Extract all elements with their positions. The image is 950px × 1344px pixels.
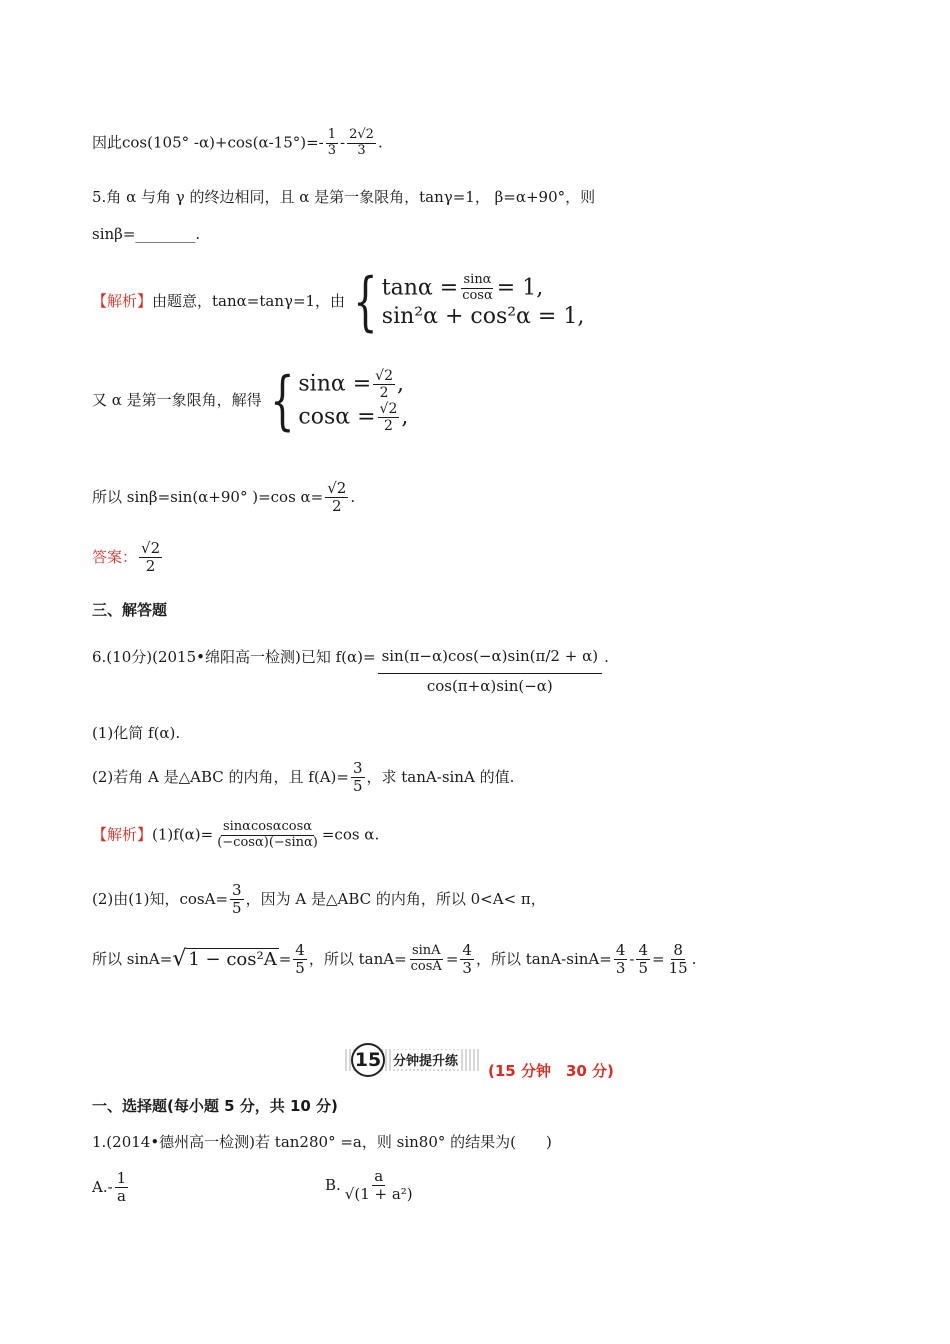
question-5-blank: sinβ=________. (92, 225, 201, 243)
fraction: $\frac{3}{5}$ (232, 881, 242, 918)
fraction: $\frac{\sin A}{\cos A}$ (410, 943, 442, 975)
brace-icon: { (269, 364, 295, 439)
option-b: B. $\frac{a}{\text{√(1 + a²)}}$ (325, 1167, 413, 1204)
fraction: $\frac{\sin(\pi-\alpha)\cos(-\alpha)\sin(\pi/2 + \alpha)}{\cos(\pi+\alpha)\sin(-\alpha)}$ (378, 648, 603, 696)
fraction: $\frac{\sin\alpha\cos\alpha\cos\alpha}{(-\cos\alpha)(-\sin\alpha)}$ (217, 819, 318, 850)
statement-line: 因此cos(105° -α)+cos(α-15°)=- $\frac{1}{3}$ - $\frac{2√2}{3}$ . (92, 127, 383, 158)
fraction: $\frac{4}{5}$ (295, 941, 305, 978)
answer-5 (92, 540, 164, 576)
solution-6-result: 所以 sinA=√ 1 − cos²A = $\frac{4}{5}$ ，所以 tanA= $\frac{\sin A}{\cos A}$ = $\frac{4}{3}$ ，所以 tanA-sinA= $\frac{4}{3}$ - $\frac{4}{5}$ = $\frac{8}{15}$ . (92, 941, 697, 978)
question-6: 6.(10分)(2015•绵阳高一检测)已知 f(α)= $\frac{\sin(\pi-\alpha)\cos(-\alpha)\sin(\pi/2 + \alpha)}{\cos(\pi+\alpha)\sin(-\alpha)}$ . (92, 647, 609, 696)
badge-time: (15 分钟 30 分) (488, 1062, 614, 1080)
question-6-part-2: (2)若角 A 是△ABC 的内角，且 f(A)= $\frac{3}{5}$ ，求 tanA-sinA 的值. (92, 759, 515, 796)
section-heading: 三、解答题 (92, 601, 168, 619)
fraction: $\frac{8}{15}$ (668, 941, 688, 978)
solution-tag: 【解析】 (92, 825, 153, 844)
solution-tag: 【解析】 (92, 292, 153, 310)
solution-6: 【解析】(1)f(α)= $\frac{\sin\alpha\cos\alpha\cos\alpha}{(-\cos\alpha)(-\sin\alpha)}$ =cos α. (92, 819, 380, 850)
solution-6-part-2: (2)由(1)知，cosA= $\frac{3}{5}$ ，因为 A 是△ABC 的内角，所以 0<A< π， (92, 881, 546, 918)
solution-5-result: 所以 sinβ=sin(α+90° )=cos α= $\frac{√2}{2}$ . (92, 479, 356, 516)
question-5: 5.角 α 与角 γ 的终边相同，且 α 是第一象限角，tanγ=1， β=α+90°，则 (92, 188, 596, 206)
equation-system: sinα = $\frac{√2}{2}$ , cosα = $\frac{√2}{2}$ , (298, 368, 409, 435)
fraction: $\frac{2√2}{3}$ (349, 127, 374, 158)
fraction: $\frac{4}{5}$ (638, 941, 648, 978)
fraction: $\frac{4}{3}$ (462, 941, 472, 978)
badge-number: 15 (351, 1043, 385, 1077)
fraction: $\frac{3}{5}$ (352, 759, 363, 796)
fraction: $\frac{4}{3}$ (615, 941, 626, 978)
solution-5: 【解析】由题意，tanα=tanγ=1，由 { tanα = $\frac{\sin\alpha}{\cos\alpha}$ = 1, sin²α + cos²α = 1, (92, 265, 585, 339)
solution-5-quadrant: 又 α 是第一象限角，解得 { sinα = $\frac{√2}{2}$ , cosα = $\frac{√2}{2}$ , (92, 364, 409, 439)
fraction: $\frac{a}{\text{√(1 + a²)}}$ (344, 1167, 413, 1204)
question-1: 1.(2014•德州高一检测)若 tan280° =a，则 sin80° 的结果为( ) (92, 1133, 552, 1151)
badge-label: 分钟提升练 (391, 1050, 460, 1069)
fraction: $\frac{√2}{2}$ (141, 539, 161, 576)
answer-label: 答案： (92, 547, 138, 566)
practice-badge (345, 1038, 614, 1081)
brace-icon: { (353, 265, 378, 339)
fraction: $\frac{1}{a}$ (116, 1169, 127, 1206)
equation-system: tanα = $\frac{\sin\alpha}{\cos\alpha}$ = 1, sin²α + cos²α = 1, (381, 272, 585, 330)
option-a: A.- $\frac{1}{a}$ (92, 1169, 127, 1206)
fraction: $\frac{√2}{2}$ (327, 479, 347, 516)
badge-strip (345, 1049, 480, 1071)
section-heading: 一、选择题(每小题 5 分，共 10 分) (92, 1097, 338, 1115)
fraction: $\frac{1}{3}$ (327, 127, 337, 158)
question-6-part-1: (1)化简 f(α). (92, 724, 181, 742)
